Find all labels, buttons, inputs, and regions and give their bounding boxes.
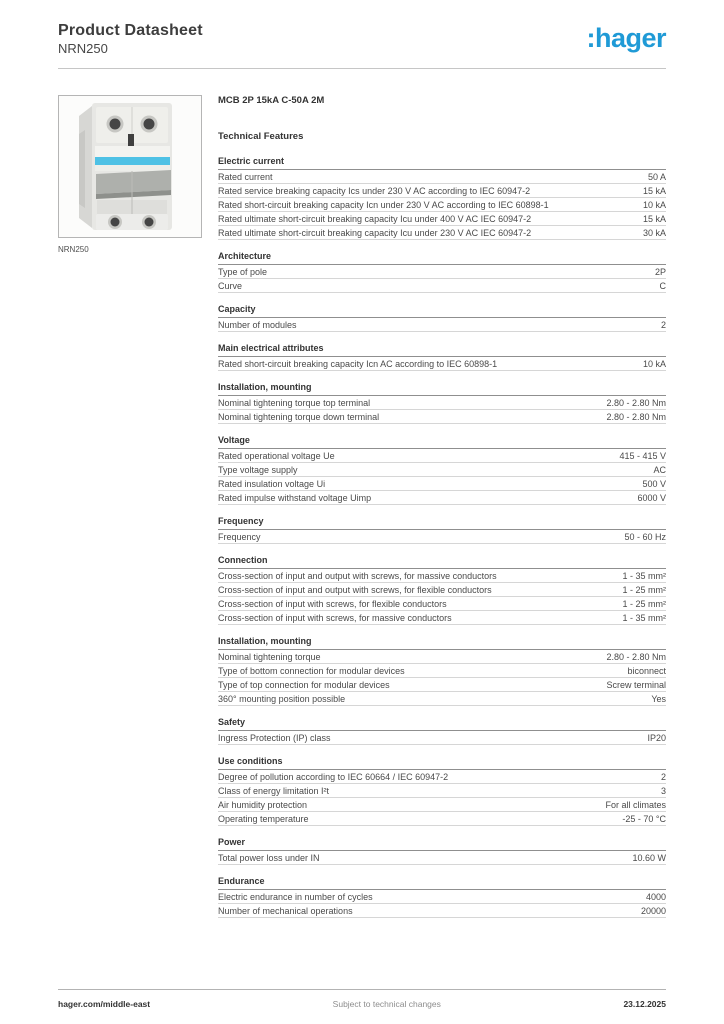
- spec-label: Nominal tightening torque down terminal: [218, 411, 380, 422]
- spec-row: [218, 692, 666, 706]
- spec-value: 1 - 35 mm²: [622, 612, 666, 623]
- spec-label: Operating temperature: [218, 813, 309, 824]
- spec-row: [218, 170, 666, 184]
- spec-value: 2: [660, 319, 666, 330]
- spec-row: [218, 890, 666, 904]
- spec-row: [218, 410, 666, 424]
- spec-value: 2.80 - 2.80 Nm: [606, 397, 666, 408]
- spec-label: Rated ultimate short-circuit breaking capacity Icu under 230 V AC IEC 60947-2: [218, 227, 532, 238]
- spec-value: Yes: [651, 693, 666, 704]
- spec-row: [218, 212, 666, 226]
- spec-value: AC: [653, 464, 666, 475]
- spec-row: [218, 491, 666, 505]
- page-title: Product Datasheet: [58, 22, 203, 39]
- spec-value: biconnect: [627, 665, 666, 676]
- footer-note: Subject to technical changes: [332, 999, 441, 1009]
- spec-section: [218, 637, 666, 706]
- spec-label: Class of energy limitation I²t: [218, 785, 330, 796]
- spec-row: [218, 798, 666, 812]
- spec-label: Rated ultimate short-circuit breaking capacity Icu under 400 V AC IEC 60947-2: [218, 213, 532, 224]
- main-content: [58, 95, 666, 918]
- section-heading: Power: [218, 838, 666, 851]
- section-heading: Endurance: [218, 877, 666, 890]
- product-column: [58, 95, 218, 918]
- spec-row: [218, 357, 666, 371]
- spec-label: Rated short-circuit breaking capacity Icn AC according to IEC 60898-1: [218, 358, 498, 369]
- spec-value: 500 V: [642, 478, 666, 489]
- spec-section: [218, 252, 666, 293]
- header: [58, 22, 666, 62]
- spec-value: C: [659, 280, 666, 291]
- footer-website-link[interactable]: hager.com/middle-east: [58, 999, 151, 1009]
- spec-row: [218, 611, 666, 625]
- page-subtitle: NRN250: [58, 41, 108, 56]
- spec-row: [218, 731, 666, 745]
- spec-row: [218, 198, 666, 212]
- spec-label: Nominal tightening torque top terminal: [218, 397, 371, 408]
- spec-section: [218, 517, 666, 544]
- header-divider: [58, 68, 666, 69]
- spec-row: [218, 851, 666, 865]
- spec-label: Type voltage supply: [218, 464, 298, 475]
- spec-value: 15 kA: [642, 213, 666, 224]
- technical-features-heading: Technical Features: [218, 131, 304, 142]
- spec-section: [218, 718, 666, 745]
- spec-label: Curve: [218, 280, 243, 291]
- spec-row: [218, 650, 666, 664]
- spec-row: [218, 784, 666, 798]
- spec-column: [218, 95, 666, 918]
- spec-value: 10.60 W: [632, 852, 666, 863]
- spec-row: [218, 477, 666, 491]
- spec-value: 30 kA: [642, 227, 666, 238]
- spec-section: [218, 436, 666, 505]
- section-heading: Use conditions: [218, 757, 666, 770]
- section-heading: Installation, mounting: [218, 637, 666, 650]
- spec-label: Number of modules: [218, 319, 297, 330]
- spec-value: 50 A: [647, 171, 666, 182]
- spec-row: [218, 812, 666, 826]
- spec-row: [218, 569, 666, 583]
- spec-section: [218, 344, 666, 371]
- product-image: [59, 96, 201, 237]
- spec-value: 1 - 25 mm²: [622, 598, 666, 609]
- spec-label: Frequency: [218, 531, 261, 542]
- spec-row: [218, 265, 666, 279]
- spec-label: Degree of pollution according to IEC 60664 / IEC 60947-2: [218, 771, 449, 782]
- hager-logo: :hager: [586, 23, 666, 53]
- section-heading: Frequency: [218, 517, 666, 530]
- spec-value: -25 - 70 °C: [622, 813, 666, 824]
- spec-row: [218, 770, 666, 784]
- spec-label: Total power loss under IN: [218, 852, 320, 863]
- section-heading: Main electrical attributes: [218, 344, 666, 357]
- spec-row: [218, 279, 666, 293]
- spec-label: Cross-section of input and output with screws, for flexible conductors: [218, 584, 492, 595]
- spec-value: 10 kA: [642, 358, 666, 369]
- spec-section: [218, 383, 666, 424]
- spec-label: Cross-section of input and output with screws, for massive conductors: [218, 570, 497, 581]
- spec-label: Rated current: [218, 171, 273, 182]
- section-heading: Architecture: [218, 252, 666, 265]
- section-heading: Safety: [218, 718, 666, 731]
- spec-sections: [218, 157, 666, 918]
- spec-section: [218, 757, 666, 826]
- section-heading: Connection: [218, 556, 666, 569]
- section-heading: Voltage: [218, 436, 666, 449]
- spec-row: [218, 449, 666, 463]
- spec-row: [218, 664, 666, 678]
- spec-value: 415 - 415 V: [619, 450, 666, 461]
- spec-row: [218, 583, 666, 597]
- spec-label: Type of pole: [218, 266, 268, 277]
- spec-row: [218, 904, 666, 918]
- spec-label: Ingress Protection (IP) class: [218, 732, 331, 743]
- spec-value: 15 kA: [642, 185, 666, 196]
- spec-section: [218, 556, 666, 625]
- spec-label: Rated impulse withstand voltage Uimp: [218, 492, 372, 503]
- spec-value: IP20: [647, 732, 666, 743]
- spec-value: 1 - 35 mm²: [622, 570, 666, 581]
- spec-label: Air humidity protection: [218, 799, 308, 810]
- spec-label: Rated operational voltage Ue: [218, 450, 335, 461]
- spec-value: 50 - 60 Hz: [624, 531, 666, 542]
- product-image-frame: [58, 95, 202, 238]
- spec-value: 4000: [645, 891, 666, 902]
- spec-section: [218, 157, 666, 240]
- spec-label: Nominal tightening torque: [218, 651, 321, 662]
- spec-value: 20000: [640, 905, 666, 916]
- spec-label: Rated insulation voltage Ui: [218, 478, 326, 489]
- spec-label: 360° mounting position possible: [218, 693, 346, 704]
- spec-label: Type of bottom connection for modular devices: [218, 665, 405, 676]
- spec-section: [218, 838, 666, 865]
- section-heading: Installation, mounting: [218, 383, 666, 396]
- spec-row: [218, 530, 666, 544]
- footer: [58, 989, 666, 1009]
- spec-value: 2.80 - 2.80 Nm: [606, 651, 666, 662]
- spec-value: 10 kA: [642, 199, 666, 210]
- footer-date: 23.12.2025: [623, 999, 666, 1009]
- spec-row: [218, 597, 666, 611]
- product-image-caption: NRN250: [58, 245, 89, 254]
- spec-row: [218, 318, 666, 332]
- spec-value: Screw terminal: [606, 679, 666, 690]
- spec-row: [218, 226, 666, 240]
- spec-value: 2P: [654, 266, 666, 277]
- section-heading: Electric current: [218, 157, 666, 170]
- spec-value: 2: [660, 771, 666, 782]
- spec-value: 1 - 25 mm²: [622, 584, 666, 595]
- spec-label: Cross-section of input with screws, for massive conductors: [218, 612, 452, 623]
- spec-label: Type of top connection for modular devices: [218, 679, 390, 690]
- spec-value: 3: [660, 785, 666, 796]
- spec-value: 6000 V: [637, 492, 666, 503]
- spec-value: 2.80 - 2.80 Nm: [606, 411, 666, 422]
- spec-row: [218, 463, 666, 477]
- spec-section: [218, 305, 666, 332]
- spec-label: Number of mechanical operations: [218, 905, 353, 916]
- spec-value: For all climates: [605, 799, 666, 810]
- spec-section: [218, 877, 666, 918]
- spec-row: [218, 396, 666, 410]
- spec-label: Rated short-circuit breaking capacity Icn under 230 V AC according to IEC 60898-1: [218, 199, 549, 210]
- spec-row: [218, 184, 666, 198]
- section-heading: Capacity: [218, 305, 666, 318]
- spec-label: Rated service breaking capacity Ics under 230 V AC according to IEC 60947-2: [218, 185, 531, 196]
- spec-label: Cross-section of input with screws, for flexible conductors: [218, 598, 447, 609]
- spec-label: Electric endurance in number of cycles: [218, 891, 373, 902]
- product-title: MCB 2P 15kA C-50A 2M: [218, 95, 325, 106]
- spec-row: [218, 678, 666, 692]
